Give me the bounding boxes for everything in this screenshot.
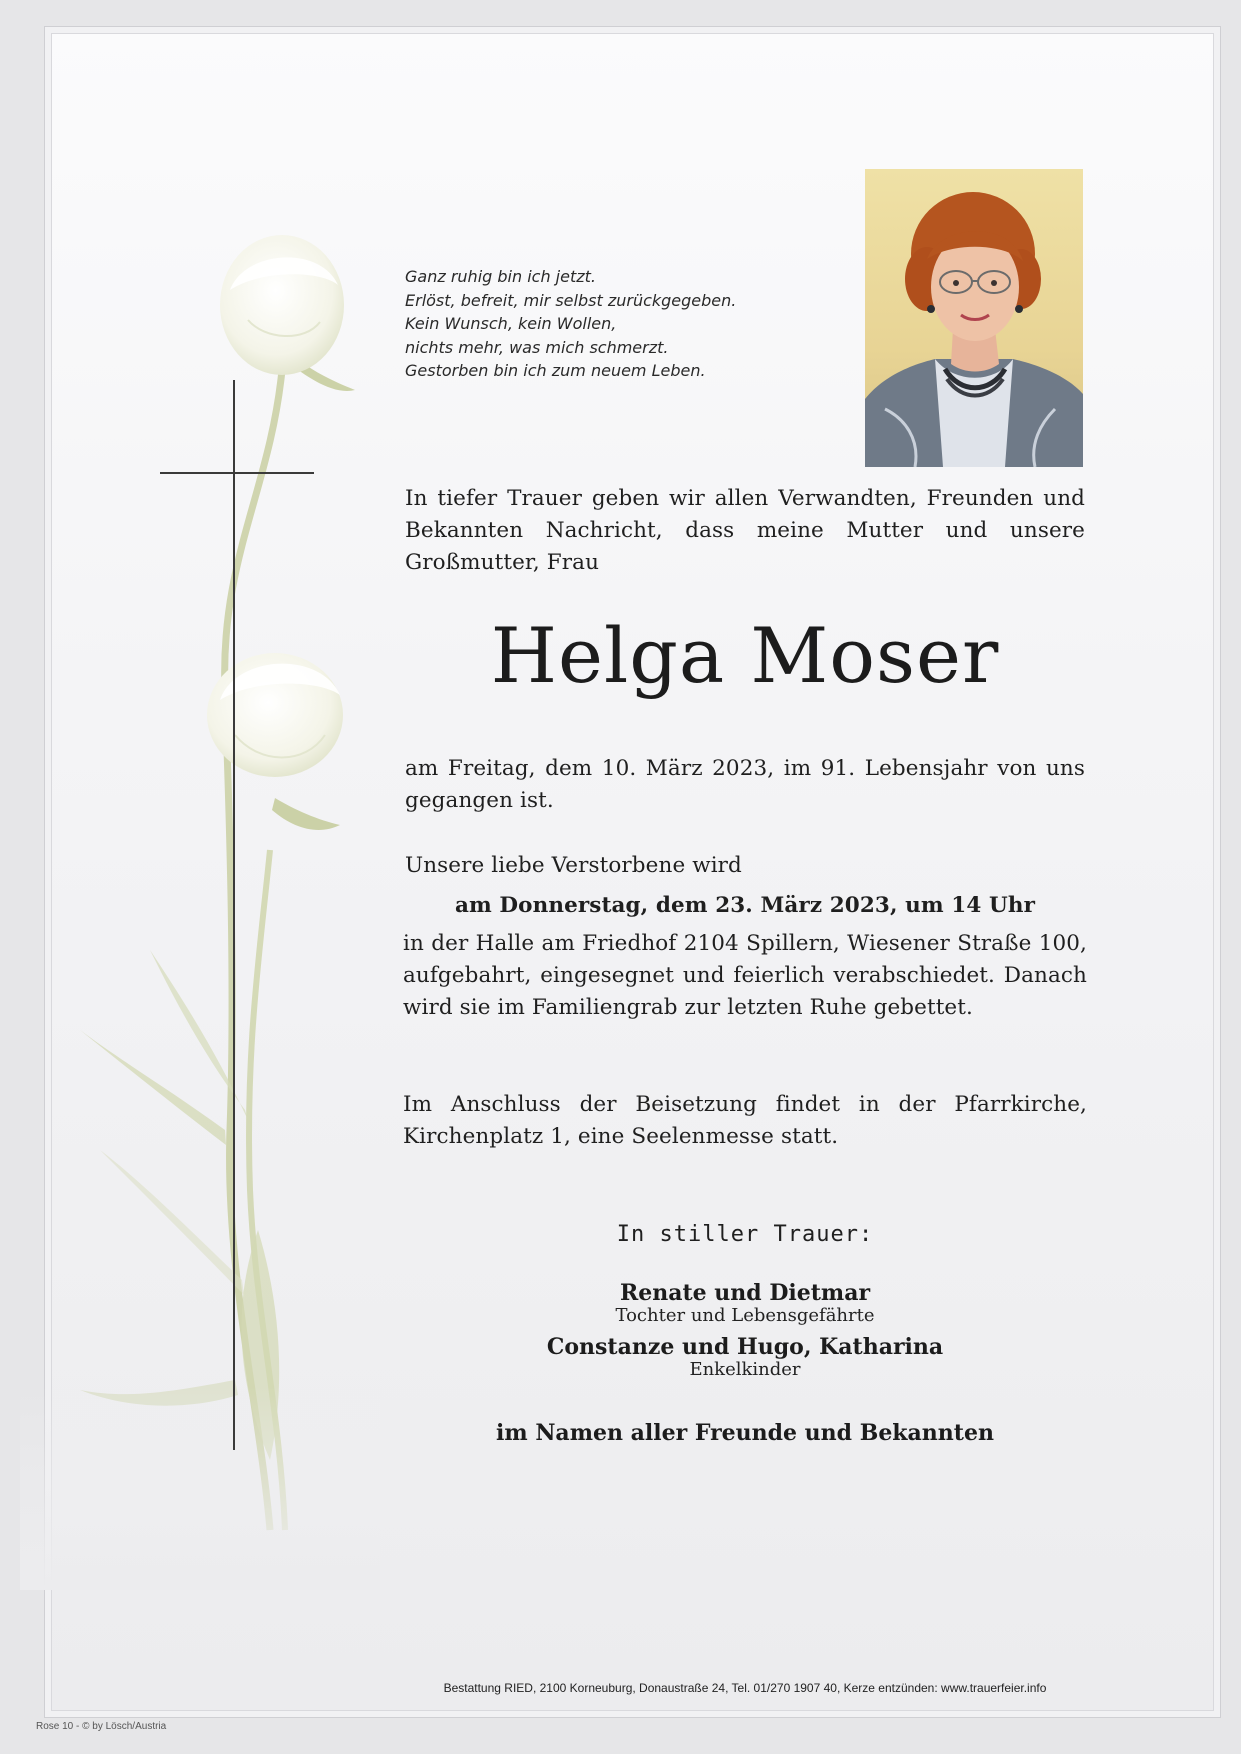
poem-line: nichts mehr, was mich schmerzt.	[405, 337, 669, 357]
funeral-place-text: in der Halle am Friedhof 2104 Spillern, Wiesener Straße 100, aufgebahrt, eingesegnet und feierlich verabschiedet. Danach wird sie im Familiengrab zur letzten Ruhe gebettet.	[403, 931, 1087, 1020]
cross-horizontal-bar	[160, 472, 314, 474]
notice-intro: In tiefer Trauer geben wir allen Verwandten, Freunden und Bekannten Nachricht, dass meine Mutter und unsere Großmutter, Frau	[405, 486, 1085, 575]
white-roses-illustration	[20, 230, 380, 1590]
portrait-photo	[865, 169, 1083, 467]
closing-line: im Namen aller Freunde und Bekannten	[496, 1420, 994, 1446]
mourner-relation: Enkelkinder	[689, 1359, 801, 1380]
image-credit: Rose 10 - © by Lösch/Austria	[36, 1721, 167, 1732]
deceased-name: Helga Moser	[490, 611, 1000, 700]
funeral-home-footer: Bestattung RIED, 2100 Korneuburg, Donaustraße 24, Tel. 01/270 1907 40, Kerze entzünden: www.trauerfeier.info	[443, 1681, 1047, 1695]
mourner-name: Constanze und Hugo, Katharina	[546, 1334, 944, 1360]
mourner-relation: Tochter und Lebensgefährte	[615, 1305, 875, 1326]
requiem-mass-text: Im Anschluss der Beisetzung findet in der Pfarrkirche, Kirchenplatz 1, eine Seelenmesse statt.	[403, 1092, 1087, 1149]
poem-line: Erlöst, befreit, mir selbst zurückgegeben.	[405, 290, 737, 310]
mourner-name: Renate und Dietmar	[619, 1280, 871, 1306]
poem	[405, 265, 825, 383]
poem-line: Gestorben bin ich zum neuem Leben.	[405, 361, 706, 380]
funeral-date: am Donnerstag, dem 23. März 2023, um 14 Uhr	[454, 893, 1036, 918]
poem-line: Kein Wunsch, kein Wollen,	[405, 314, 617, 333]
mourner-entry	[405, 1334, 1085, 1380]
poem-line: Ganz ruhig bin ich jetzt.	[405, 267, 596, 286]
mourners-heading: In stiller Trauer:	[616, 1222, 874, 1247]
cross-vertical-bar	[233, 380, 235, 1450]
mourner-entry	[405, 1280, 1085, 1326]
date-of-death-text: am Freitag, dem 10. März 2023, im 91. Lebensjahr von uns gegangen ist.	[405, 756, 1085, 813]
funeral-intro: Unsere liebe Verstorbene wird	[405, 853, 742, 878]
